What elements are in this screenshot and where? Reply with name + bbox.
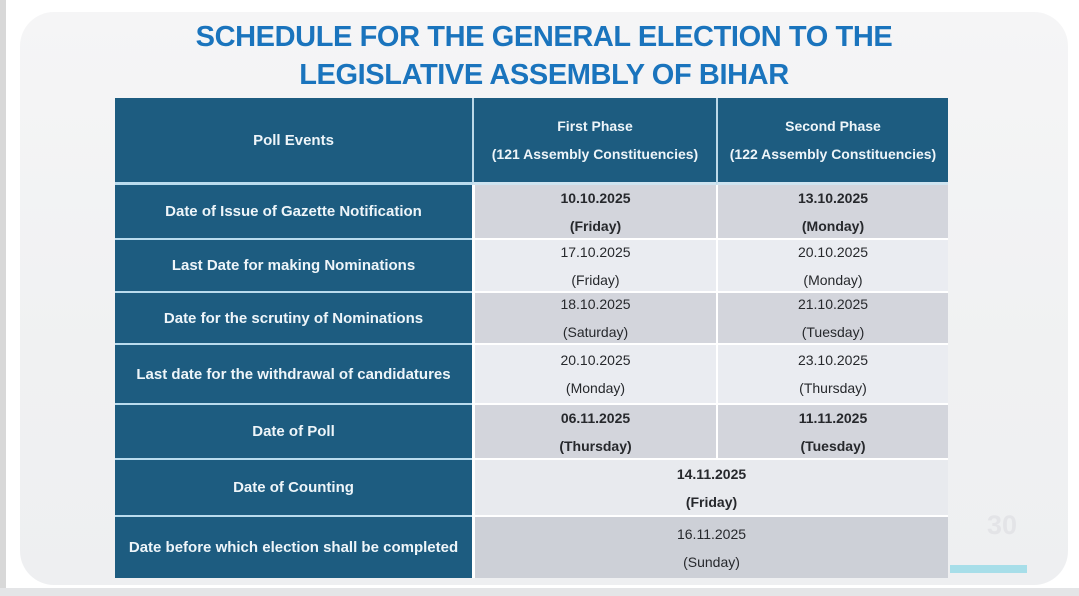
date-value: 18.10.2025 <box>560 296 631 312</box>
phase1-date-cell <box>472 185 716 240</box>
date-value: 21.10.2025 <box>797 296 869 312</box>
phase1-date-cell <box>472 240 716 293</box>
phase1-date-cell <box>472 405 716 460</box>
day-value: (Monday) <box>803 271 863 288</box>
day-value: (Tuesday) <box>801 324 865 340</box>
date-value: 11.11.2025 <box>798 409 868 426</box>
row-event-label: Date of Issue of Gazette Notification <box>115 185 472 240</box>
day-value: (Thursday) <box>799 380 867 396</box>
accent-bar <box>950 565 1027 573</box>
row-event-label: Date of Poll <box>115 405 472 460</box>
phase2-date-cell <box>716 185 948 240</box>
row-event-label: Date of Counting <box>115 460 472 517</box>
slide-title-line1: SCHEDULE FOR THE GENERAL ELECTION TO THE <box>195 21 893 53</box>
date-value: 16.11.2025 <box>676 525 747 542</box>
phase2-date-cell <box>716 293 948 345</box>
election-schedule-table <box>115 98 948 578</box>
phase2-header-line1: Second Phase <box>785 118 881 134</box>
phase2-header-line2: (122 Assembly Constituencies) <box>729 146 937 162</box>
day-value: (Monday) <box>801 217 865 234</box>
day-value: (Tuesday) <box>800 437 866 454</box>
slide-title-line2: LEGISLATIVE ASSEMBLY OF BIHAR <box>299 59 789 91</box>
date-value: 06.11.2025 <box>560 409 631 426</box>
phase2-date-cell <box>716 240 948 293</box>
date-value: 23.10.2025 <box>797 352 869 368</box>
window-edge-strip <box>0 0 6 596</box>
date-value: 20.10.2025 <box>797 243 869 260</box>
phase2-date-cell <box>716 345 948 405</box>
phase1-header-line1: First Phase <box>557 118 633 134</box>
day-value: (Saturday) <box>562 324 629 340</box>
phase1-header-line2: (121 Assembly Constituencies) <box>491 146 699 162</box>
column-header-first-phase <box>472 98 716 185</box>
column-header-second-phase <box>716 98 948 185</box>
row-event-label: Date for the scrutiny of Nominations <box>115 293 472 345</box>
date-value: 10.10.2025 <box>560 189 631 206</box>
date-value: 17.10.2025 <box>560 243 631 260</box>
day-value: (Friday) <box>571 271 620 288</box>
column-header-poll-events <box>115 98 472 185</box>
day-value: (Monday) <box>565 380 626 396</box>
slide-title <box>20 18 1068 94</box>
page-number: 30 <box>986 510 1018 540</box>
row-event-label: Date before which election shall be completed <box>115 517 472 578</box>
date-value: 20.10.2025 <box>560 352 631 368</box>
date-value: 14.11.2025 <box>676 465 747 482</box>
day-value: (Friday) <box>685 493 738 510</box>
row-event-label: Last date for the withdrawal of candidatures <box>115 345 472 405</box>
merged-date-cell <box>472 517 948 578</box>
row-event-label: Last Date for making Nominations <box>115 240 472 293</box>
phase1-date-cell <box>472 293 716 345</box>
column-header-label: Poll Events <box>253 131 334 149</box>
day-value: (Friday) <box>569 217 622 234</box>
bottom-strip <box>0 588 1079 596</box>
slide <box>20 12 1068 585</box>
day-value: (Thursday) <box>559 437 632 454</box>
phase2-date-cell <box>716 405 948 460</box>
date-value: 13.10.2025 <box>797 189 869 206</box>
merged-date-cell <box>472 460 948 517</box>
phase1-date-cell <box>472 345 716 405</box>
day-value: (Sunday) <box>683 553 740 570</box>
